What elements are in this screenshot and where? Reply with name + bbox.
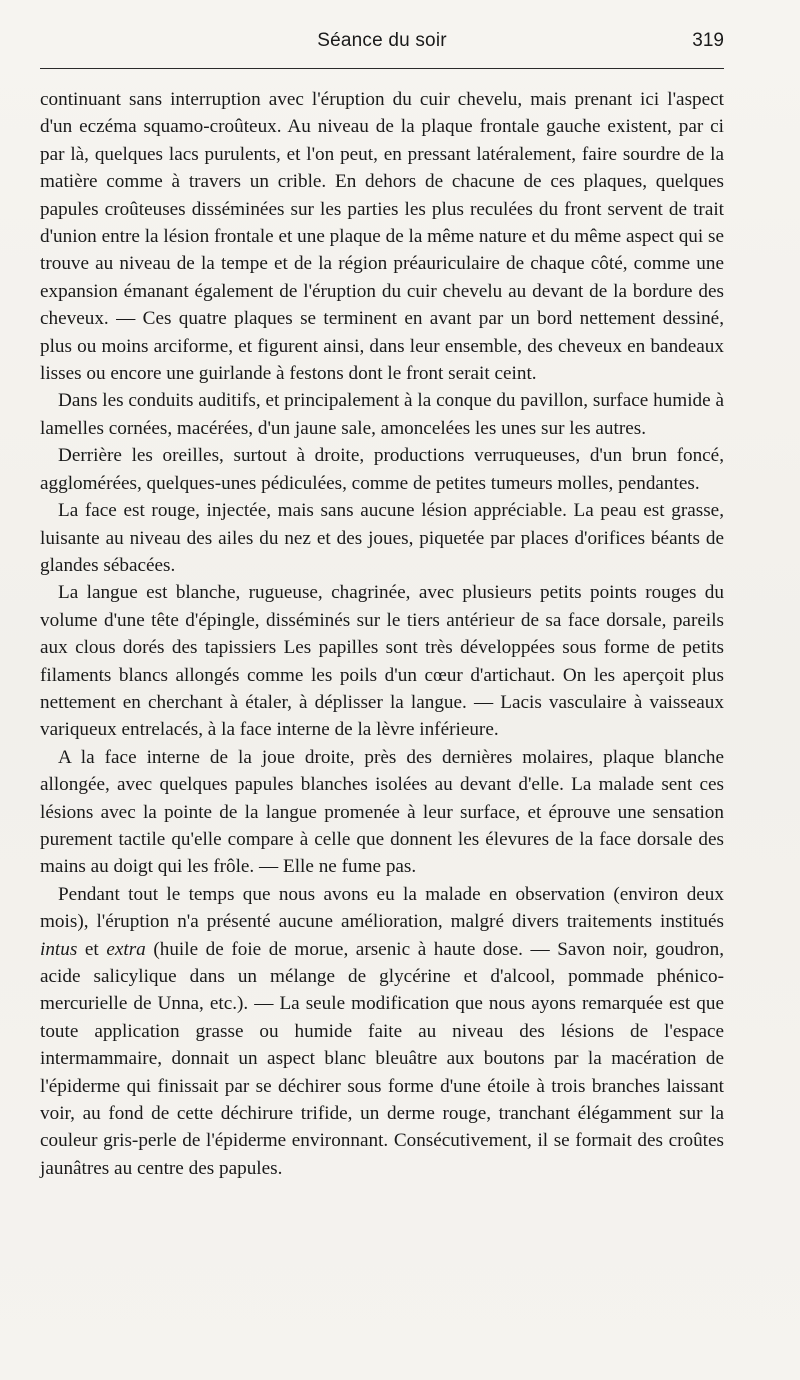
traitements-text-start: Pendant tout le temps que nous avons eu la malade en observation (environ deux mois), l'éruption n'a présenté aucune amélioration, malgré divers traitements institués	[40, 883, 724, 933]
page-number: 319	[692, 30, 724, 51]
traitements-text-conjunction: et	[77, 938, 107, 960]
traitements-text-end: (huile de foie de morue, arsenic à haute dose. — Savon noir, goudron, acide salicylique dans un mélange de glycérine et d'alcool, pommade phénico-mercurielle de Unna, etc.). — La seule modification que nous ayons remarquée est que toute application grasse ou humide faite au niveau des lésions de l'espace intermammaire, donnait un aspect blanc bleuâtre aux boutons par la macération de l'épiderme qui finissait par se déchirer sous forme d'une étoile à trois branches laissant voir, au fond de cette déchirure trifide, un derme rouge, tranchant élégamment sur la couleur gris-perle de l'épiderme environnant. Consécutivement, il se formait des croûtes jaunâtres au centre des papules.	[40, 938, 725, 1179]
running-title: Séance du soir	[317, 30, 447, 51]
paragraph-conduits-auditifs: Dans les conduits auditifs, et principalement à la conque du pavillon, surface humide à lamelles cornées, macérées, d'un jaune sale, amoncelées les unes sur les autres.	[40, 390, 724, 439]
paragraph-langue: La langue est blanche, rugueuse, chagrinée, avec plusieurs petits points rouges du volume d'une tête d'épingle, disséminés sur le tiers antérieur de sa face dorsale, pareils aux clous dorés des tapissiers Les papilles sont très développées sous forme de petits filaments blancs allongés comme les poils d'un cœur d'artichaut. On les aperçoit plus nettement en cherchant à étaler, à déplisser la langue. — Lacis vasculaire à vaisseaux variqueux entrelacés, à la face interne de la lèvre inférieure.	[40, 582, 724, 741]
header-rule	[40, 68, 724, 69]
paragraph-derriere-oreilles: Derrière les oreilles, surtout à droite, productions verruqueuses, d'un brun foncé, agglomérées, quelques-unes pédiculées, comme de petites tumeurs molles, pendantes.	[40, 445, 724, 494]
paragraph-face: La face est rouge, injectée, mais sans aucune lésion appréciable. La peau est grasse, luisante au niveau des ailes du nez et des joues, piquetée par places d'orifices béants de glandes sébacées.	[40, 500, 724, 576]
running-head	[40, 30, 724, 60]
paragraph-joue-droite: A la face interne de la joue droite, près des dernières molaires, plaque blanche allongée, avec quelques papules blanches isolées au devant d'elle. La malade sent ces lésions avec la pointe de la langue promenée à leur surface, et éprouve une sensation purement tactile qu'elle compare à celle que donnent les élevures de la face dorsale des mains au doigt qui les frôle. — Elle ne fume pas.	[40, 746, 724, 878]
paragraph-traitements	[40, 881, 724, 1182]
paragraph-eruption-plaques: continuant sans interruption avec l'éruption du cuir chevelu, mais prenant ici l'aspect d'un eczéma squamo-croûteux. Au niveau de la plaque frontale gauche existent, par ci par là, quelques lacs purulents, et l'on peut, en pressant latéralement, faire sourdre de la matière comme à travers un crible. En dehors de chacune de ces plaques, quelques papules croûteuses disséminées sur les parties les plus reculées du front servent de trait d'union entre la lésion frontale et une plaque de la même nature et du même aspect qui se trouve au niveau de la tempe et de la région préauriculaire de chaque côté, comme une expansion émanant également de l'éruption du cuir chevelu au devant de la bordure des cheveux. — Ces quatre plaques se terminent en avant par un bord nettement dessiné, plus ou moins arciforme, et figurent ainsi, dans leur ensemble, des cheveux en bandeaux lisses ou encore une guirlande à festons dont le front serait ceint.	[40, 89, 724, 385]
term-extra: extra	[106, 938, 146, 960]
body-text	[40, 86, 724, 1182]
term-intus: intus	[40, 938, 78, 960]
